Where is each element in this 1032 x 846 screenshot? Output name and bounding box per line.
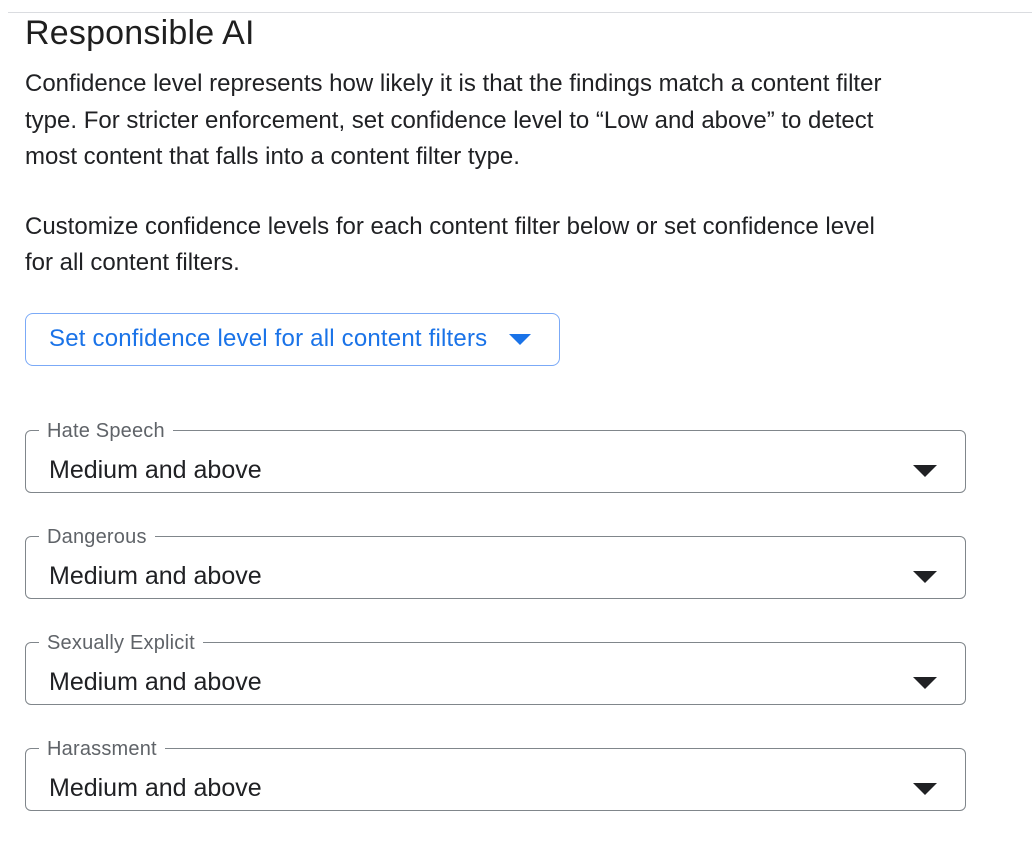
filter-field-sexually-explicit[interactable] [25, 633, 966, 705]
paragraph-line: most content that falls into a content filter type. [25, 143, 520, 170]
responsible-ai-section [25, 0, 1032, 811]
filter-field-label: Sexually Explicit [47, 631, 195, 654]
filter-field-label: Dangerous [47, 525, 147, 548]
paragraph-line: Confidence level represents how likely it is that the findings match a content filter [25, 70, 882, 97]
filter-field-value: Medium and above [49, 774, 262, 802]
dropdown-arrow-icon [913, 465, 937, 477]
page-title: Responsible AI [25, 14, 255, 52]
paragraph-line: Customize confidence levels for each content filter below or set confidence level [25, 212, 875, 240]
filter-field-harassment[interactable] [25, 739, 966, 811]
dropdown-arrow-icon [913, 783, 937, 795]
filter-field-value: Medium and above [49, 668, 262, 696]
filter-field-label: Hate Speech [47, 419, 165, 442]
filter-field-value: Medium and above [49, 562, 262, 590]
filter-field-hate-speech[interactable] [25, 421, 966, 493]
customize-description-paragraph [25, 209, 1032, 282]
dropdown-arrow-icon [913, 677, 937, 689]
paragraph-line: for all content filters. [25, 249, 240, 276]
dropdown-arrow-icon [913, 571, 937, 583]
dropdown-caret-icon [509, 334, 531, 345]
filter-field-value: Medium and above [49, 456, 262, 484]
filter-field-label: Harassment [47, 737, 157, 760]
set-confidence-all-button-label: Set confidence level for all content filters [49, 325, 488, 352]
content-filter-list [25, 421, 966, 811]
filter-field-dangerous[interactable] [25, 527, 966, 599]
confidence-description-paragraph [25, 66, 1032, 176]
set-confidence-all-button[interactable] [25, 313, 560, 366]
paragraph-line: type. For stricter enforcement, set confidence level to “Low and above” to detect [25, 106, 874, 134]
